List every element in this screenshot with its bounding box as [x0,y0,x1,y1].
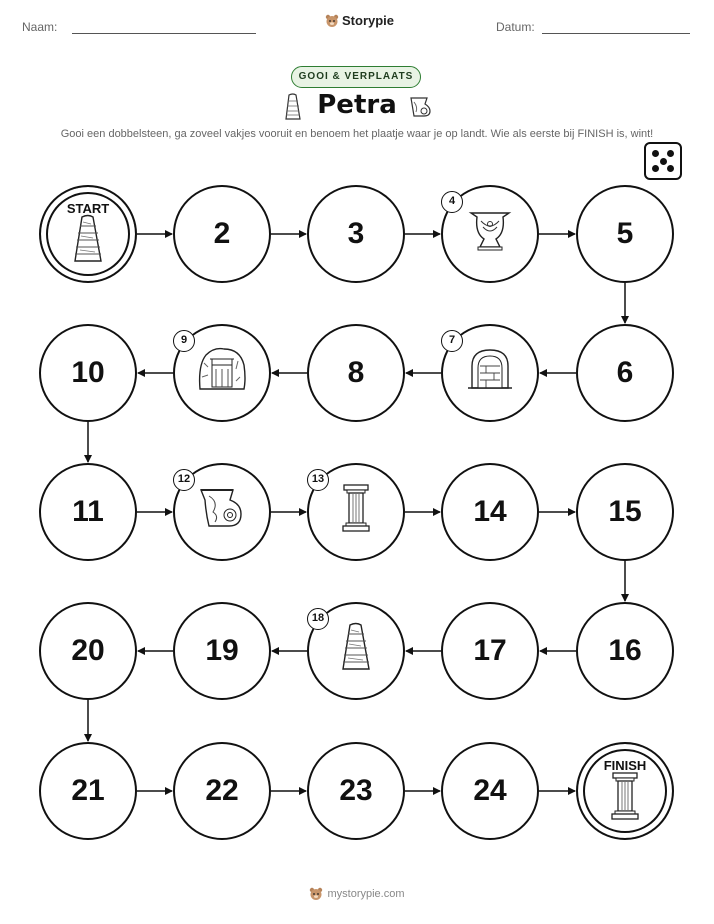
square-number: 24 [473,774,507,807]
brand-name: Storypie [342,13,395,28]
board-square-19 [173,602,271,700]
board-square-15 [576,463,674,561]
square-number: 20 [71,634,105,667]
column-icon [610,770,640,830]
urn-icon [467,207,513,261]
square-number: 22 [205,774,239,807]
page-title: Petra [317,90,397,120]
board-square-6 [576,324,674,422]
square-number-badge: 9 [173,330,195,352]
square-number: 19 [205,634,239,667]
board-square-22 [173,742,271,840]
start-label: START [66,201,110,216]
board-square-21 [39,742,137,840]
square-number: 23 [339,774,373,807]
board-square-24 [441,742,539,840]
date-label: Datum: [496,20,535,34]
footer-url: mystorypie.com [327,888,405,900]
square-number: 3 [347,217,365,250]
rock-tomb-door-icon [196,345,248,401]
square-number-badge: 4 [441,191,463,213]
board-square-10 [39,324,137,422]
footer [0,887,714,901]
board-square-20 [39,602,137,700]
board-square-1 [39,185,137,283]
square-number: 17 [473,634,507,667]
board-square-5 [576,185,674,283]
finish-label: FINISH [603,758,647,773]
board-square-23 [307,742,405,840]
square-number-badge: 7 [441,330,463,352]
square-number: 16 [608,634,642,667]
square-number: 11 [72,495,104,528]
board-square-25 [576,742,674,840]
board-square-17 [441,602,539,700]
square-number: 14 [473,495,507,528]
bear-mascot-icon [309,887,323,901]
rock-pillar-icon [71,214,105,272]
board-square-11 [39,463,137,561]
square-number: 6 [616,356,634,389]
game-type-badge: GOOI & VERPLAATS [291,66,421,88]
board-square-3 [307,185,405,283]
square-number: 10 [71,356,105,389]
rock-pillar-icon [339,622,373,680]
square-number-badge: 13 [307,469,329,491]
square-number: 8 [347,356,365,389]
square-number: 15 [608,495,642,528]
square-number-badge: 12 [173,469,195,491]
square-number: 2 [213,217,231,250]
well-icon [466,346,514,400]
column-icon [341,482,371,542]
square-number-badge: 18 [307,608,329,630]
square-number: 21 [71,774,105,807]
board-square-14 [441,463,539,561]
instructions: Gooi een dobbelsteen, ga zoveel vakjes vooruit en benoem het plaatje waar je op landt. Wie als eerste bij FINISH is, wint! [60,128,654,140]
board-square-2 [173,185,271,283]
name-label: Naam: [22,20,58,34]
square-number: 5 [616,217,634,250]
column-capital-icon [197,486,247,538]
board-square-8 [307,324,405,422]
board-square-16 [576,602,674,700]
